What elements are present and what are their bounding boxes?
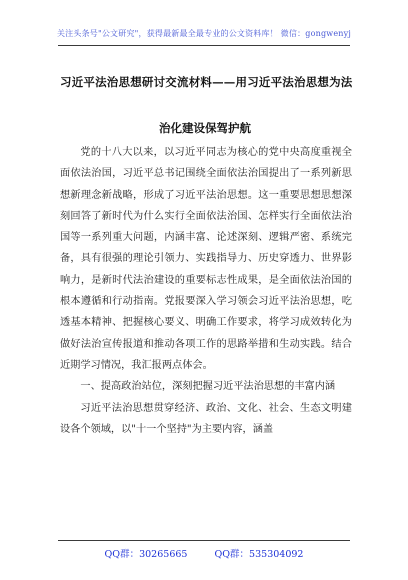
document-body: [60, 142, 352, 440]
header-divider: [58, 45, 350, 46]
body-paragraph-section-1: 习近平法治思想贯穿经济、政治、文化、社会、生态文明建设各个领域，以"十一个坚持"为主要内容，涵盖: [60, 402, 352, 435]
section-heading-1: 一、提高政治站位，深刻把握习近平法治思想的丰富内涵: [80, 381, 336, 393]
header-promo-text: 关注头条号"公文研究"，获得最新最全最专业的公文资料库！ 微信：gongwenyj: [56, 29, 352, 38]
body-paragraph-intro: 党的十八大以来，以习近平同志为核心的党中央高度重视全面依法治国，习近平总书记围绕全面依法治国提出了一系列新思想新理念新战略，形成了习近平法治思想。这一重要思想思想深刻回答了新时代为什么实行全面依法治国、怎样实行全面依法治国等一系列重大问题，内涵丰富、论述深刻、逻辑严密、系统完备，具有很强的理论引领力、实践指导力、历史穿透力、世界影响力，是新时代法治建设的重要标志性成果，是全面依法治国的根本遵循和行动指南。党报要深入学习领会习近平法治思想，吃透基本精神、把握核心要义、明确工作要求，将学习成效转化为做好法治宣传报道和推动各项工作的思路举措和生动实践。结合近期学习情况，我汇报两点体会。: [60, 147, 352, 371]
footer-qq-group-2: QQ群：535304092: [214, 549, 304, 560]
document-title-line-2: 治化建设保驾护航: [159, 121, 251, 135]
footer-qq-group-1: QQ群：30265665: [104, 549, 188, 560]
footer-contacts: [0, 546, 408, 560]
footer-divider: [58, 540, 350, 541]
document-title-line-1: 习近平法治思想研讨交流材料——用习近平法治思想为法: [60, 75, 353, 89]
